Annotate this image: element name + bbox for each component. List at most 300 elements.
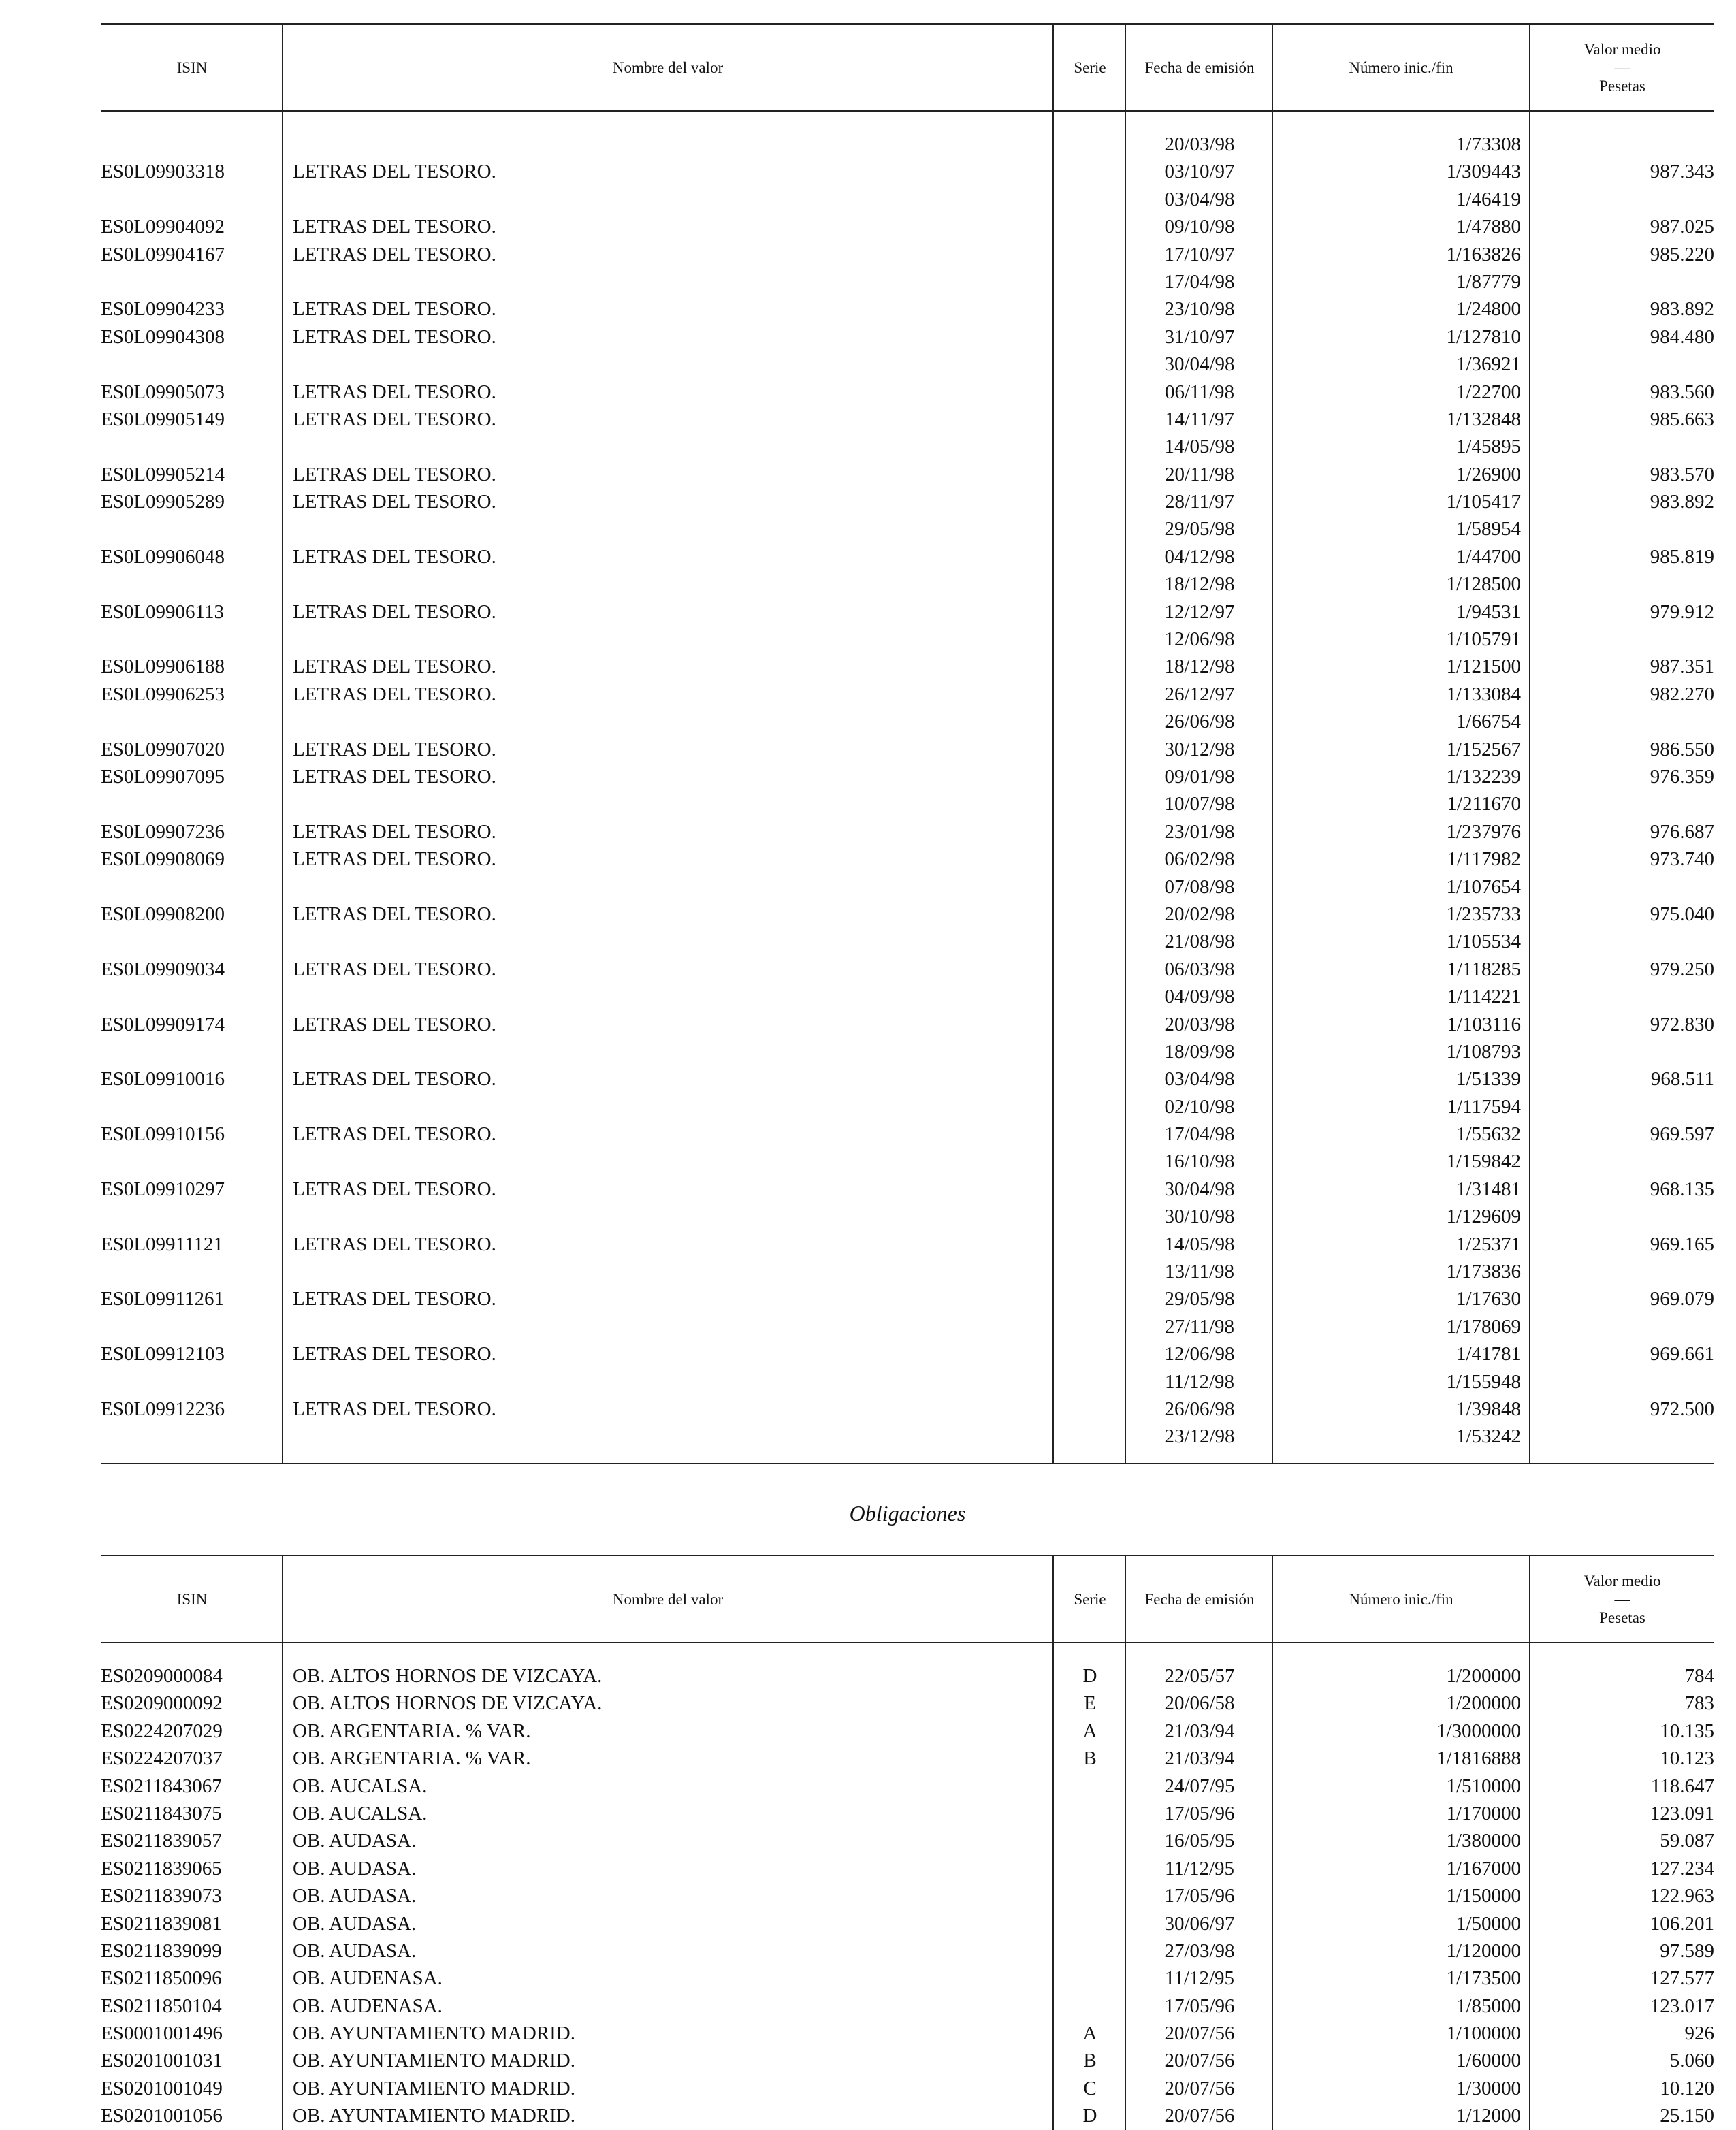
fecha-cell: 20/02/98 [1164, 903, 1235, 925]
valor-cell: 123.091 [1650, 1802, 1714, 1824]
isin-cell: ES0201001031 [101, 2050, 223, 2072]
header-valor-line1: Valor medio [1584, 40, 1661, 58]
table-row [101, 1231, 1714, 1258]
serie-cell: A [1082, 2022, 1097, 2045]
fecha-cell: 20/07/56 [1164, 2077, 1235, 2099]
header-isin: ISIN [176, 1590, 208, 1608]
table-row [101, 1423, 1714, 1450]
table-row [101, 1093, 1714, 1120]
isin-cell: ES0L09909034 [101, 958, 225, 980]
table-row [101, 1258, 1714, 1285]
table-row [101, 1800, 1714, 1827]
table-row [101, 928, 1714, 955]
isin-cell: ES0201001049 [101, 2077, 223, 2099]
valor-cell: 985.220 [1650, 243, 1714, 265]
valor-cell: 969.661 [1650, 1343, 1714, 1366]
fecha-cell: 13/11/98 [1164, 1261, 1235, 1283]
numero-cell: 1/25371 [1456, 1233, 1521, 1255]
name-cell: LETRAS DEL TESORO. [293, 1288, 496, 1310]
isin-cell: ES0L09911121 [101, 1233, 223, 1255]
isin-cell: ES0L09912236 [101, 1398, 225, 1420]
numero-cell: 1/100000 [1446, 2022, 1521, 2045]
fecha-cell: 07/08/98 [1164, 875, 1235, 898]
obligaciones-table-header [101, 1555, 1714, 1643]
numero-cell: 1/108793 [1446, 1040, 1521, 1063]
numero-cell: 1/31481 [1456, 1178, 1521, 1200]
name-cell: OB. AUDASA. [293, 1939, 417, 1962]
table-row [101, 736, 1714, 763]
numero-cell: 1/118285 [1447, 958, 1521, 980]
valor-cell: 969.079 [1650, 1288, 1714, 1310]
valor-cell: 976.687 [1650, 820, 1714, 843]
name-cell: OB. ALTOS HORNOS DE VIZCAYA. [293, 1692, 602, 1715]
fecha-cell: 24/07/95 [1164, 1775, 1235, 1797]
numero-cell: 1/41781 [1456, 1343, 1521, 1366]
numero-cell: 1/150000 [1446, 1885, 1521, 1907]
name-cell: LETRAS DEL TESORO. [293, 161, 496, 183]
table-row [101, 653, 1714, 680]
header-nombre: Nombre del valor [612, 1590, 724, 1608]
fecha-cell: 22/05/57 [1164, 1665, 1235, 1687]
letras-table-header [101, 23, 1714, 112]
isin-cell: ES0L09907020 [101, 738, 225, 760]
name-cell: LETRAS DEL TESORO. [293, 600, 496, 623]
numero-cell: 1/1816888 [1436, 1747, 1521, 1770]
valor-cell: 983.570 [1650, 463, 1714, 485]
numero-cell: 1/39848 [1456, 1398, 1521, 1420]
header-nombre: Nombre del valor [612, 59, 724, 76]
fecha-cell: 06/11/98 [1164, 381, 1235, 403]
table-row [101, 323, 1714, 351]
table-row [101, 131, 1714, 158]
table-row [101, 570, 1714, 598]
fecha-cell: 21/03/94 [1164, 1720, 1235, 1742]
isin-cell: ES0L09904167 [101, 243, 225, 265]
name-cell: LETRAS DEL TESORO. [293, 1123, 496, 1146]
serie-cell: D [1082, 1665, 1097, 1687]
valor-cell: 968.511 [1650, 1068, 1714, 1091]
table-row [101, 1910, 1714, 1937]
numero-cell: 1/510000 [1446, 1775, 1521, 1797]
fecha-cell: 04/09/98 [1164, 986, 1235, 1008]
valor-cell: 969.165 [1650, 1233, 1714, 1255]
fecha-cell: 30/04/98 [1164, 1178, 1235, 1200]
obligaciones-table [101, 1555, 1714, 2130]
numero-cell: 1/211670 [1447, 793, 1521, 816]
isin-cell: ES0L09912103 [101, 1343, 225, 1366]
name-cell: OB. AUCALSA. [293, 1775, 428, 1797]
valor-cell: 987.343 [1650, 161, 1714, 183]
numero-cell: 1/155948 [1446, 1370, 1521, 1393]
table-row [101, 241, 1714, 268]
table-row [101, 2102, 1714, 2129]
fecha-cell: 31/10/97 [1164, 325, 1235, 348]
isin-cell: ES0L09904308 [101, 325, 225, 348]
isin-cell: ES0211850096 [101, 1967, 222, 1990]
fecha-cell: 27/11/98 [1164, 1315, 1235, 1338]
valor-cell: 979.250 [1650, 958, 1714, 980]
table-row [101, 790, 1714, 818]
fecha-cell: 14/05/98 [1164, 436, 1235, 458]
header-fecha: Fecha de emisión [1144, 59, 1255, 76]
table-row [101, 433, 1714, 460]
valor-cell: 982.270 [1650, 683, 1714, 705]
numero-cell: 1/12000 [1456, 2105, 1521, 2127]
isin-cell: ES0224207029 [101, 1720, 223, 1742]
fecha-cell: 20/07/56 [1164, 2105, 1235, 2127]
name-cell: OB. AYUNTAMIENTO MADRID. [293, 2022, 575, 2045]
table-row [101, 1827, 1714, 1854]
fecha-cell: 30/04/98 [1164, 353, 1235, 376]
valor-cell: 10.120 [1660, 2077, 1714, 2099]
name-cell: OB. AYUNTAMIENTO MADRID. [293, 2105, 575, 2127]
table-row [101, 295, 1714, 323]
numero-cell: 1/117982 [1447, 848, 1521, 871]
numero-cell: 1/50000 [1456, 1912, 1521, 1935]
fecha-cell: 11/12/95 [1164, 1857, 1235, 1879]
table-row [101, 763, 1714, 790]
table-row [101, 1882, 1714, 1909]
table-row [101, 351, 1714, 378]
numero-cell: 1/132239 [1446, 765, 1521, 788]
valor-cell: 968.135 [1650, 1178, 1714, 1200]
valor-cell: 10.123 [1660, 1747, 1714, 1770]
valor-cell: 987.351 [1650, 656, 1714, 678]
header-valor [1530, 25, 1714, 110]
numero-cell: 1/200000 [1446, 1665, 1521, 1687]
numero-cell: 1/178069 [1446, 1315, 1521, 1338]
header-valor-line1: Valor medio [1584, 1572, 1661, 1590]
fecha-cell: 26/06/98 [1164, 1398, 1235, 1420]
table-row [101, 186, 1714, 213]
fecha-cell: 26/12/97 [1164, 683, 1235, 705]
numero-cell: 1/159842 [1446, 1150, 1521, 1173]
fecha-cell: 29/05/98 [1164, 1288, 1235, 1310]
valor-cell: 10.135 [1660, 1720, 1714, 1742]
table-row [101, 1011, 1714, 1038]
numero-cell: 1/24800 [1456, 298, 1521, 321]
fecha-cell: 17/05/96 [1164, 1995, 1235, 2017]
valor-cell: 976.359 [1650, 765, 1714, 788]
table-row [101, 1937, 1714, 1965]
obligaciones-table-body [101, 1643, 1714, 2130]
fecha-cell: 18/12/98 [1164, 656, 1235, 678]
numero-cell: 1/73308 [1456, 133, 1521, 155]
table-row [101, 2020, 1714, 2047]
isin-cell: ES0211839057 [101, 1830, 222, 1852]
name-cell: OB. AUCALSA. [293, 1802, 428, 1824]
table-row [101, 268, 1714, 295]
header-fecha: Fecha de emisión [1144, 1590, 1255, 1608]
isin-cell: ES0211839081 [101, 1912, 222, 1935]
table-row [101, 681, 1714, 708]
fecha-cell: 30/12/98 [1164, 738, 1235, 760]
fecha-cell: 14/11/97 [1164, 408, 1235, 430]
header-valor-line2: — [1614, 1590, 1630, 1608]
fecha-cell: 26/06/98 [1164, 711, 1235, 733]
table-row [101, 543, 1714, 570]
fecha-cell: 16/05/95 [1164, 1830, 1235, 1852]
name-cell: OB. AYUNTAMIENTO MADRID. [293, 2077, 575, 2099]
fecha-cell: 20/03/98 [1164, 1013, 1235, 1035]
fecha-cell: 16/10/98 [1164, 1150, 1235, 1173]
numero-cell: 1/36921 [1456, 353, 1521, 376]
fecha-cell: 18/12/98 [1164, 573, 1235, 596]
table-row [101, 1395, 1714, 1423]
name-cell: LETRAS DEL TESORO. [293, 1178, 496, 1200]
valor-cell: 118.647 [1650, 1775, 1714, 1797]
numero-cell: 1/44700 [1456, 545, 1521, 568]
column-divider [1052, 1555, 1054, 2130]
numero-cell: 1/121500 [1446, 656, 1521, 678]
name-cell: OB. AUDENASA. [293, 1995, 443, 2017]
valor-cell: 985.663 [1650, 408, 1714, 430]
table-row [101, 406, 1714, 433]
valor-cell: 973.740 [1650, 848, 1714, 871]
name-cell: LETRAS DEL TESORO. [293, 216, 496, 238]
table-row [101, 1992, 1714, 2020]
table-row [101, 1203, 1714, 1230]
table-row [101, 1120, 1714, 1148]
table-row [101, 1065, 1714, 1093]
isin-cell: ES0L09905149 [101, 408, 225, 430]
numero-cell: 1/200000 [1446, 1692, 1521, 1715]
table-row [101, 515, 1714, 543]
isin-cell: ES0L09905289 [101, 491, 225, 513]
valor-cell: 969.597 [1650, 1123, 1714, 1146]
serie-cell: E [1084, 1692, 1096, 1715]
numero-cell: 1/117594 [1447, 1095, 1521, 1118]
fecha-cell: 09/01/98 [1164, 765, 1235, 788]
fecha-cell: 20/11/98 [1164, 463, 1235, 485]
isin-cell: ES0L09904092 [101, 216, 225, 238]
fecha-cell: 02/10/98 [1164, 1095, 1235, 1118]
fecha-cell: 17/05/96 [1164, 1802, 1235, 1824]
valor-cell: 123.017 [1650, 1995, 1714, 2017]
table-row [101, 956, 1714, 983]
numero-cell: 1/120000 [1446, 1939, 1521, 1962]
fecha-cell: 03/10/97 [1164, 161, 1235, 183]
isin-cell: ES0L09910016 [101, 1068, 225, 1091]
numero-cell: 1/173500 [1446, 1967, 1521, 1990]
valor-cell: 122.963 [1650, 1885, 1714, 1907]
name-cell: LETRAS DEL TESORO. [293, 325, 496, 348]
numero-cell: 1/22700 [1456, 381, 1521, 403]
numero-cell: 1/133084 [1446, 683, 1521, 705]
isin-cell: ES0001001496 [101, 2022, 223, 2045]
fecha-cell: 06/03/98 [1164, 958, 1235, 980]
name-cell: OB. AUDASA. [293, 1830, 417, 1852]
valor-cell: 127.234 [1650, 1857, 1714, 1879]
isin-cell: ES0L09905214 [101, 463, 225, 485]
table-row [101, 1965, 1714, 1992]
valor-cell: 984.480 [1650, 325, 1714, 348]
fecha-cell: 20/03/98 [1164, 133, 1235, 155]
numero-cell: 1/105417 [1446, 491, 1521, 513]
table-row [101, 983, 1714, 1010]
valor-cell: 783 [1684, 1692, 1714, 1715]
isin-cell: ES0L09908200 [101, 903, 225, 925]
table-row [101, 1038, 1714, 1065]
fecha-cell: 30/06/97 [1164, 1912, 1235, 1935]
name-cell: OB. AUDASA. [293, 1912, 417, 1935]
header-valor-line3: Pesetas [1599, 1609, 1645, 1626]
valor-cell: 986.550 [1650, 738, 1714, 760]
table-row [101, 1690, 1714, 1717]
fecha-cell: 10/07/98 [1164, 793, 1235, 816]
isin-cell: ES0209000092 [101, 1692, 223, 1715]
table-row [101, 1313, 1714, 1340]
numero-cell: 1/17630 [1456, 1288, 1521, 1310]
name-cell: LETRAS DEL TESORO. [293, 1398, 496, 1420]
isin-cell: ES0201001056 [101, 2105, 223, 2127]
table-row [101, 626, 1714, 653]
numero-cell: 1/55632 [1456, 1123, 1521, 1146]
fecha-cell: 21/08/98 [1164, 931, 1235, 953]
numero-cell: 1/105534 [1446, 931, 1521, 953]
valor-cell: 784 [1684, 1665, 1714, 1687]
header-valor-line2: — [1614, 59, 1630, 76]
isin-cell: ES0L09906188 [101, 656, 225, 678]
fecha-cell: 21/03/94 [1164, 1747, 1235, 1770]
valor-cell: 979.912 [1650, 600, 1714, 623]
numero-cell: 1/167000 [1446, 1857, 1521, 1879]
name-cell: LETRAS DEL TESORO. [293, 656, 496, 678]
isin-cell: ES0211843067 [101, 1775, 222, 1797]
name-cell: OB. AUDASA. [293, 1885, 417, 1907]
serie-cell: A [1082, 1720, 1097, 1742]
isin-cell: ES0L09907095 [101, 765, 225, 788]
table-row [101, 1745, 1714, 1772]
name-cell: OB. ARGENTARIA. % VAR. [293, 1720, 531, 1742]
table-row [101, 901, 1714, 928]
header-serie: Serie [1074, 1590, 1106, 1608]
numero-cell: 1/26900 [1456, 463, 1521, 485]
table-row [101, 1285, 1714, 1312]
isin-cell: ES0L09906113 [101, 600, 224, 623]
valor-cell: 983.560 [1650, 381, 1714, 403]
fecha-cell: 23/01/98 [1164, 820, 1235, 843]
numero-cell: 1/129609 [1446, 1206, 1521, 1228]
letras-table-body [101, 112, 1714, 1464]
numero-cell: 1/58954 [1456, 518, 1521, 540]
name-cell: OB. ALTOS HORNOS DE VIZCAYA. [293, 1665, 602, 1687]
name-cell: LETRAS DEL TESORO. [293, 1233, 496, 1255]
header-isin: ISIN [176, 59, 208, 76]
fecha-cell: 03/04/98 [1164, 1068, 1235, 1091]
serie-cell: C [1083, 2077, 1097, 2099]
numero-cell: 1/107654 [1446, 875, 1521, 898]
table-row [101, 708, 1714, 735]
numero-cell: 1/237976 [1446, 820, 1521, 843]
name-cell: LETRAS DEL TESORO. [293, 738, 496, 760]
numero-cell: 1/132848 [1446, 408, 1521, 430]
valor-cell: 985.819 [1650, 545, 1714, 568]
name-cell: LETRAS DEL TESORO. [293, 765, 496, 788]
isin-cell: ES0224207037 [101, 1747, 223, 1770]
name-cell: LETRAS DEL TESORO. [293, 545, 496, 568]
table-row [101, 1368, 1714, 1395]
name-cell: LETRAS DEL TESORO. [293, 958, 496, 980]
isin-cell: ES0L09905073 [101, 381, 225, 403]
table-row [101, 1148, 1714, 1175]
numero-cell: 1/114221 [1447, 986, 1521, 1008]
fecha-cell: 18/09/98 [1164, 1040, 1235, 1063]
numero-cell: 1/66754 [1456, 711, 1521, 733]
serie-cell: B [1083, 2050, 1097, 2072]
numero-cell: 1/103116 [1447, 1013, 1521, 1035]
numero-cell: 1/380000 [1446, 1830, 1521, 1852]
column-divider [1052, 23, 1054, 1464]
table-row [101, 1340, 1714, 1368]
header-valor [1530, 1556, 1714, 1642]
table-row [101, 213, 1714, 240]
numero-cell: 1/128500 [1446, 573, 1521, 596]
header-numero: Número inic./fin [1349, 1590, 1453, 1608]
name-cell: LETRAS DEL TESORO. [293, 381, 496, 403]
fecha-cell: 20/07/56 [1164, 2022, 1235, 2045]
numero-cell: 1/46419 [1456, 188, 1521, 210]
valor-cell: 59.087 [1660, 1830, 1714, 1852]
table-row [101, 1717, 1714, 1745]
name-cell: OB. AUDASA. [293, 1857, 417, 1879]
isin-cell: ES0L09906048 [101, 545, 225, 568]
numero-cell: 1/60000 [1456, 2050, 1521, 2072]
fecha-cell: 20/07/56 [1164, 2050, 1235, 2072]
isin-cell: ES0L09906253 [101, 683, 225, 705]
section-title-obligaciones: Obligaciones [849, 1501, 966, 1526]
table-row [101, 378, 1714, 406]
fecha-cell: 20/06/58 [1164, 1692, 1235, 1715]
fecha-cell: 17/05/96 [1164, 1885, 1235, 1907]
fecha-cell: 14/05/98 [1164, 1233, 1235, 1255]
header-numero: Número inic./fin [1349, 59, 1453, 76]
fecha-cell: 17/04/98 [1164, 1123, 1235, 1146]
isin-cell: ES0L09910297 [101, 1178, 225, 1200]
isin-cell: ES0L09904233 [101, 298, 225, 321]
numero-cell: 1/309443 [1446, 161, 1521, 183]
isin-cell: ES0211850104 [101, 1995, 222, 2017]
fecha-cell: 12/06/98 [1164, 628, 1235, 651]
fecha-cell: 23/10/98 [1164, 298, 1235, 321]
fecha-cell: 11/12/98 [1164, 1370, 1235, 1393]
numero-cell: 1/47880 [1456, 216, 1521, 238]
numero-cell: 1/53242 [1456, 1425, 1521, 1448]
name-cell: OB. AYUNTAMIENTO MADRID. [293, 2050, 575, 2072]
valor-cell: 983.892 [1650, 298, 1714, 321]
fecha-cell: 30/10/98 [1164, 1206, 1235, 1228]
serie-cell: D [1082, 2105, 1097, 2127]
numero-cell: 1/94531 [1456, 600, 1521, 623]
numero-cell: 1/85000 [1456, 1995, 1521, 2017]
isin-cell: ES0211843075 [101, 1802, 222, 1824]
numero-cell: 1/127810 [1446, 325, 1521, 348]
column-divider [282, 1555, 283, 2130]
table-row [101, 2047, 1714, 2074]
numero-cell: 1/163826 [1446, 243, 1521, 265]
isin-cell: ES0L09910156 [101, 1123, 225, 1146]
table-row [101, 488, 1714, 515]
numero-cell: 1/170000 [1446, 1802, 1521, 1824]
valor-cell: 97.589 [1660, 1939, 1714, 1962]
table-row [101, 2075, 1714, 2102]
serie-cell: B [1083, 1747, 1097, 1770]
name-cell: LETRAS DEL TESORO. [293, 491, 496, 513]
isin-cell: ES0211839099 [101, 1939, 222, 1962]
name-cell: LETRAS DEL TESORO. [293, 1013, 496, 1035]
fecha-cell: 11/12/95 [1164, 1967, 1235, 1990]
fecha-cell: 17/10/97 [1164, 243, 1235, 265]
